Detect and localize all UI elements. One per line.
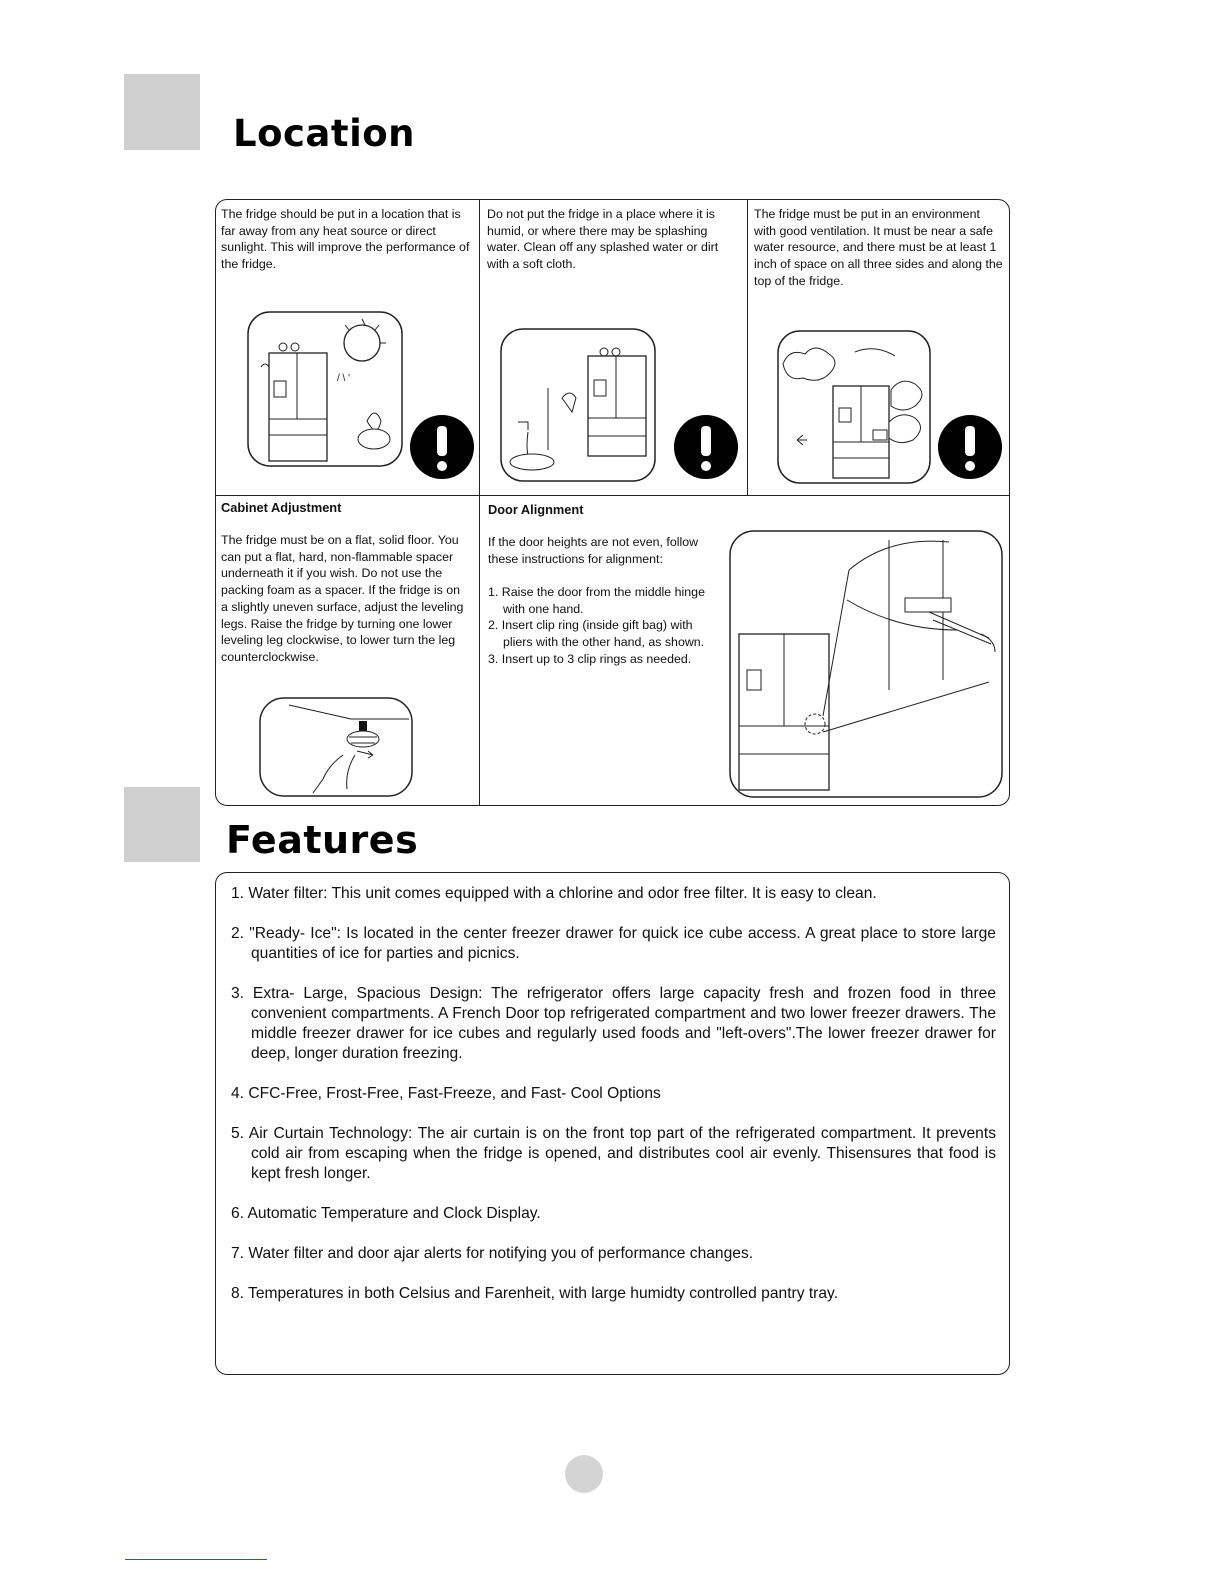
features-section-marker xyxy=(124,787,200,862)
exclamation-warning-icon xyxy=(937,414,1003,480)
feature-item: 8. Temperatures in both Celsius and Farenheit, with large humidty controlled pantry tray. xyxy=(231,1285,839,1302)
cabinet-adjustment-title: Cabinet Adjustment xyxy=(221,500,342,515)
fridge-ventilation-illustration xyxy=(777,330,933,486)
footer-rule xyxy=(125,1559,267,1560)
feature-item: 7. Water filter and door ajar alerts for notifying you of performance changes. xyxy=(231,1245,754,1262)
exclamation-warning-icon xyxy=(409,414,475,480)
door-alignment-step: 3. Insert up to 3 clip rings as needed. xyxy=(488,651,692,666)
feature-item: 6. Automatic Temperature and Clock Display. xyxy=(231,1205,541,1222)
features-title: Features xyxy=(226,818,419,862)
feature-item: 2. "Ready- Ice": Is located in the center freezer drawer for quick ice cube access. A great place to store large quantities of ice for parties and picnics. xyxy=(231,925,996,962)
door-alignment-illustration xyxy=(729,530,1005,800)
fridge-water-illustration xyxy=(500,328,658,484)
feature-item: 4. CFC-Free, Frost-Free, Fast-Freeze, and Fast- Cool Options xyxy=(231,1085,661,1102)
humidity-text: Do not put the fridge in a place where it is humid, or where there may be splashing water. Clean off any splashed water or dirt with a soft cloth. xyxy=(487,207,719,272)
feature-item: 1. Water filter: This unit comes equipped with a chlorine and odor free filter. It is easy to clean. xyxy=(231,885,877,902)
heat-source-text: The fridge should be put in a location that is far away from any heat source or direct sunlight. This will improve the performance of the fridge. xyxy=(221,207,470,272)
grid-divider xyxy=(216,495,1009,496)
grid-divider xyxy=(747,200,748,495)
ventilation-text: The fridge must be put in an environment with good ventilation. It must be near a safe water resource, and there must be at least 1 inch of space on all three sides and along the top of the fridge. xyxy=(754,207,1003,288)
door-alignment-step: 1. Raise the door from the middle hinge with one hand. xyxy=(488,585,705,616)
door-alignment-title: Door Alignment xyxy=(488,502,584,517)
page-number-marker xyxy=(565,1455,603,1493)
location-section-marker xyxy=(124,74,200,150)
grid-divider xyxy=(479,200,480,805)
door-alignment-steps xyxy=(488,584,720,668)
svg-text:/ \ ': / \ ' xyxy=(337,373,351,384)
features-list xyxy=(231,884,996,1324)
fridge-heat-illustration xyxy=(247,311,407,469)
door-alignment-intro: If the door heights are not even, follow these instructions for alignment: xyxy=(488,535,699,566)
feature-item: 3. Extra- Large, Spacious Design: The refrigerator offers large capacity fresh and frozen food in three convenient compartments. A French Door top refrigerated compartment and two lower freezer drawers. The middle freezer drawer for ice cubes and regularly used foods and "left-overs".The lower freezer drawer for deep, longer duration freezing. xyxy=(231,985,996,1062)
location-title: Location xyxy=(233,112,416,155)
leveling-leg-illustration xyxy=(259,697,415,799)
cabinet-adjustment-text: The fridge must be on a flat, solid floor. You can put a flat, hard, non-flammable spacer underneath it if you wish. Do not use the packing foam as a spacer. If the fridge is on a slightly uneven surface, adjust the leveling legs. Raise the fridge by turning one lower leveling leg clockwise, to lower turn the leg counterclockwise. xyxy=(221,533,464,664)
door-alignment-step: 2. Insert clip ring (inside gift bag) with pliers with the other hand, as shown. xyxy=(488,618,705,650)
exclamation-warning-icon xyxy=(673,414,739,480)
feature-item: 5. Air Curtain Technology: The air curtain is on the front top part of the refrigerated compartment. It prevents cold air from escaping when the fridge is opened, and distributes cool air evenly. Thisensures that food is kept fresh longer. xyxy=(231,1125,996,1182)
